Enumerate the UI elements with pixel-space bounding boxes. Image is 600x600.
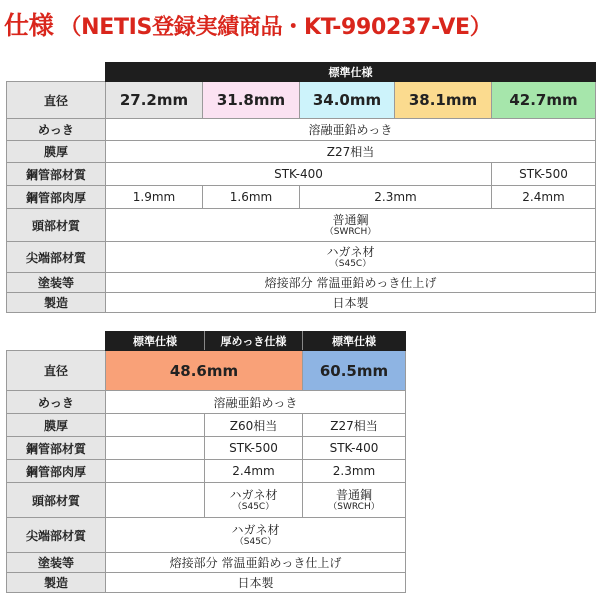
head-material-main: 普通鋼 xyxy=(332,212,369,227)
wall-thickness-value: 2.4mm xyxy=(492,186,596,209)
empty-cell xyxy=(106,460,205,483)
head-material-sub: （S45C） xyxy=(232,501,275,512)
tip-material-value xyxy=(106,518,406,553)
head-material-value xyxy=(205,483,303,518)
row-label-wall-thickness: 鋼管部肉厚 xyxy=(7,460,106,483)
manufacture-value: 日本製 xyxy=(106,293,596,313)
table-corner xyxy=(7,63,106,82)
header-standard-spec: 標準仕様 xyxy=(303,332,406,351)
row-label-plating: めっき xyxy=(7,119,106,141)
header-standard-spec: 標準仕様 xyxy=(106,63,596,82)
manufacture-value: 日本製 xyxy=(106,573,406,593)
row-label-manufacture: 製造 xyxy=(7,573,106,593)
diameter-cell: 27.2mm xyxy=(106,82,203,119)
head-material-sub: （SWRCH） xyxy=(324,226,377,237)
painting-value: 熔接部分 常温亜鉛めっき仕上げ xyxy=(106,273,596,293)
head-material-main: ハガネ材 xyxy=(229,487,278,502)
row-label-tip-material: 尖端部材質 xyxy=(7,242,106,273)
tip-material-sub: （S45C） xyxy=(234,536,277,547)
row-label-wall-thickness: 鋼管部肉厚 xyxy=(7,186,106,209)
painting-value: 熔接部分 常温亜鉛めっき仕上げ xyxy=(106,553,406,573)
wall-thickness-value: 2.3mm xyxy=(300,186,492,209)
head-material-value xyxy=(303,483,406,518)
coating-thickness-value: Z27相当 xyxy=(106,141,596,163)
title-sub: （NETIS登録実績商品・KT-990237-VE） xyxy=(59,15,492,40)
row-label-plating: めっき xyxy=(7,391,106,414)
header-standard-spec: 標準仕様 xyxy=(106,332,205,351)
diameter-cell: 42.7mm xyxy=(492,82,596,119)
head-material-sub: （SWRCH） xyxy=(328,501,380,512)
diameter-cell: 34.0mm xyxy=(300,82,395,119)
head-material-main: 普通鋼 xyxy=(335,487,372,502)
header-thick-plating-spec: 厚めっき仕様 xyxy=(205,332,303,351)
row-label-painting: 塗装等 xyxy=(7,553,106,573)
spec-table-large xyxy=(6,331,406,593)
wall-thickness-value: 1.6mm xyxy=(203,186,300,209)
empty-cell xyxy=(106,483,205,518)
diameter-cell-large: 48.6mm xyxy=(106,351,303,391)
spec-table-standard xyxy=(6,62,596,313)
row-label-diameter: 直径 xyxy=(7,351,106,391)
row-label-pipe-material: 鋼管部材質 xyxy=(7,163,106,186)
row-label-pipe-material: 鋼管部材質 xyxy=(7,437,106,460)
tip-material-main: ハガネ材 xyxy=(326,244,375,259)
diameter-cell-large: 60.5mm xyxy=(303,351,406,391)
row-label-head-material: 頭部材質 xyxy=(7,209,106,242)
row-label-head-material: 頭部材質 xyxy=(7,483,106,518)
plating-value: 溶融亜鉛めっき xyxy=(106,119,596,141)
diameter-cell: 31.8mm xyxy=(203,82,300,119)
plating-value: 溶融亜鉛めっき xyxy=(106,391,406,414)
wall-thickness-value: 2.4mm xyxy=(205,460,303,483)
wall-thickness-value: 2.3mm xyxy=(303,460,406,483)
row-label-coating-thickness: 膜厚 xyxy=(7,141,106,163)
row-label-diameter: 直径 xyxy=(7,82,106,119)
pipe-material-value: STK-500 xyxy=(492,163,596,186)
table-corner xyxy=(7,332,106,351)
tip-material-value xyxy=(106,242,596,273)
wall-thickness-value: 1.9mm xyxy=(106,186,203,209)
empty-cell xyxy=(106,414,205,437)
pipe-material-value: STK-500 xyxy=(205,437,303,460)
title-main: 仕様 xyxy=(4,11,54,40)
pipe-material-value: STK-400 xyxy=(303,437,406,460)
page-title xyxy=(4,6,491,42)
tip-material-main: ハガネ材 xyxy=(231,522,280,537)
coating-thickness-value: Z60相当 xyxy=(205,414,303,437)
row-label-manufacture: 製造 xyxy=(7,293,106,313)
row-label-painting: 塗装等 xyxy=(7,273,106,293)
diameter-cell: 38.1mm xyxy=(395,82,492,119)
coating-thickness-value: Z27相当 xyxy=(303,414,406,437)
row-label-coating-thickness: 膜厚 xyxy=(7,414,106,437)
pipe-material-value: STK-400 xyxy=(106,163,492,186)
empty-cell xyxy=(106,437,205,460)
row-label-tip-material: 尖端部材質 xyxy=(7,518,106,553)
head-material-value xyxy=(106,209,596,242)
tip-material-sub: （S45C） xyxy=(329,258,372,269)
